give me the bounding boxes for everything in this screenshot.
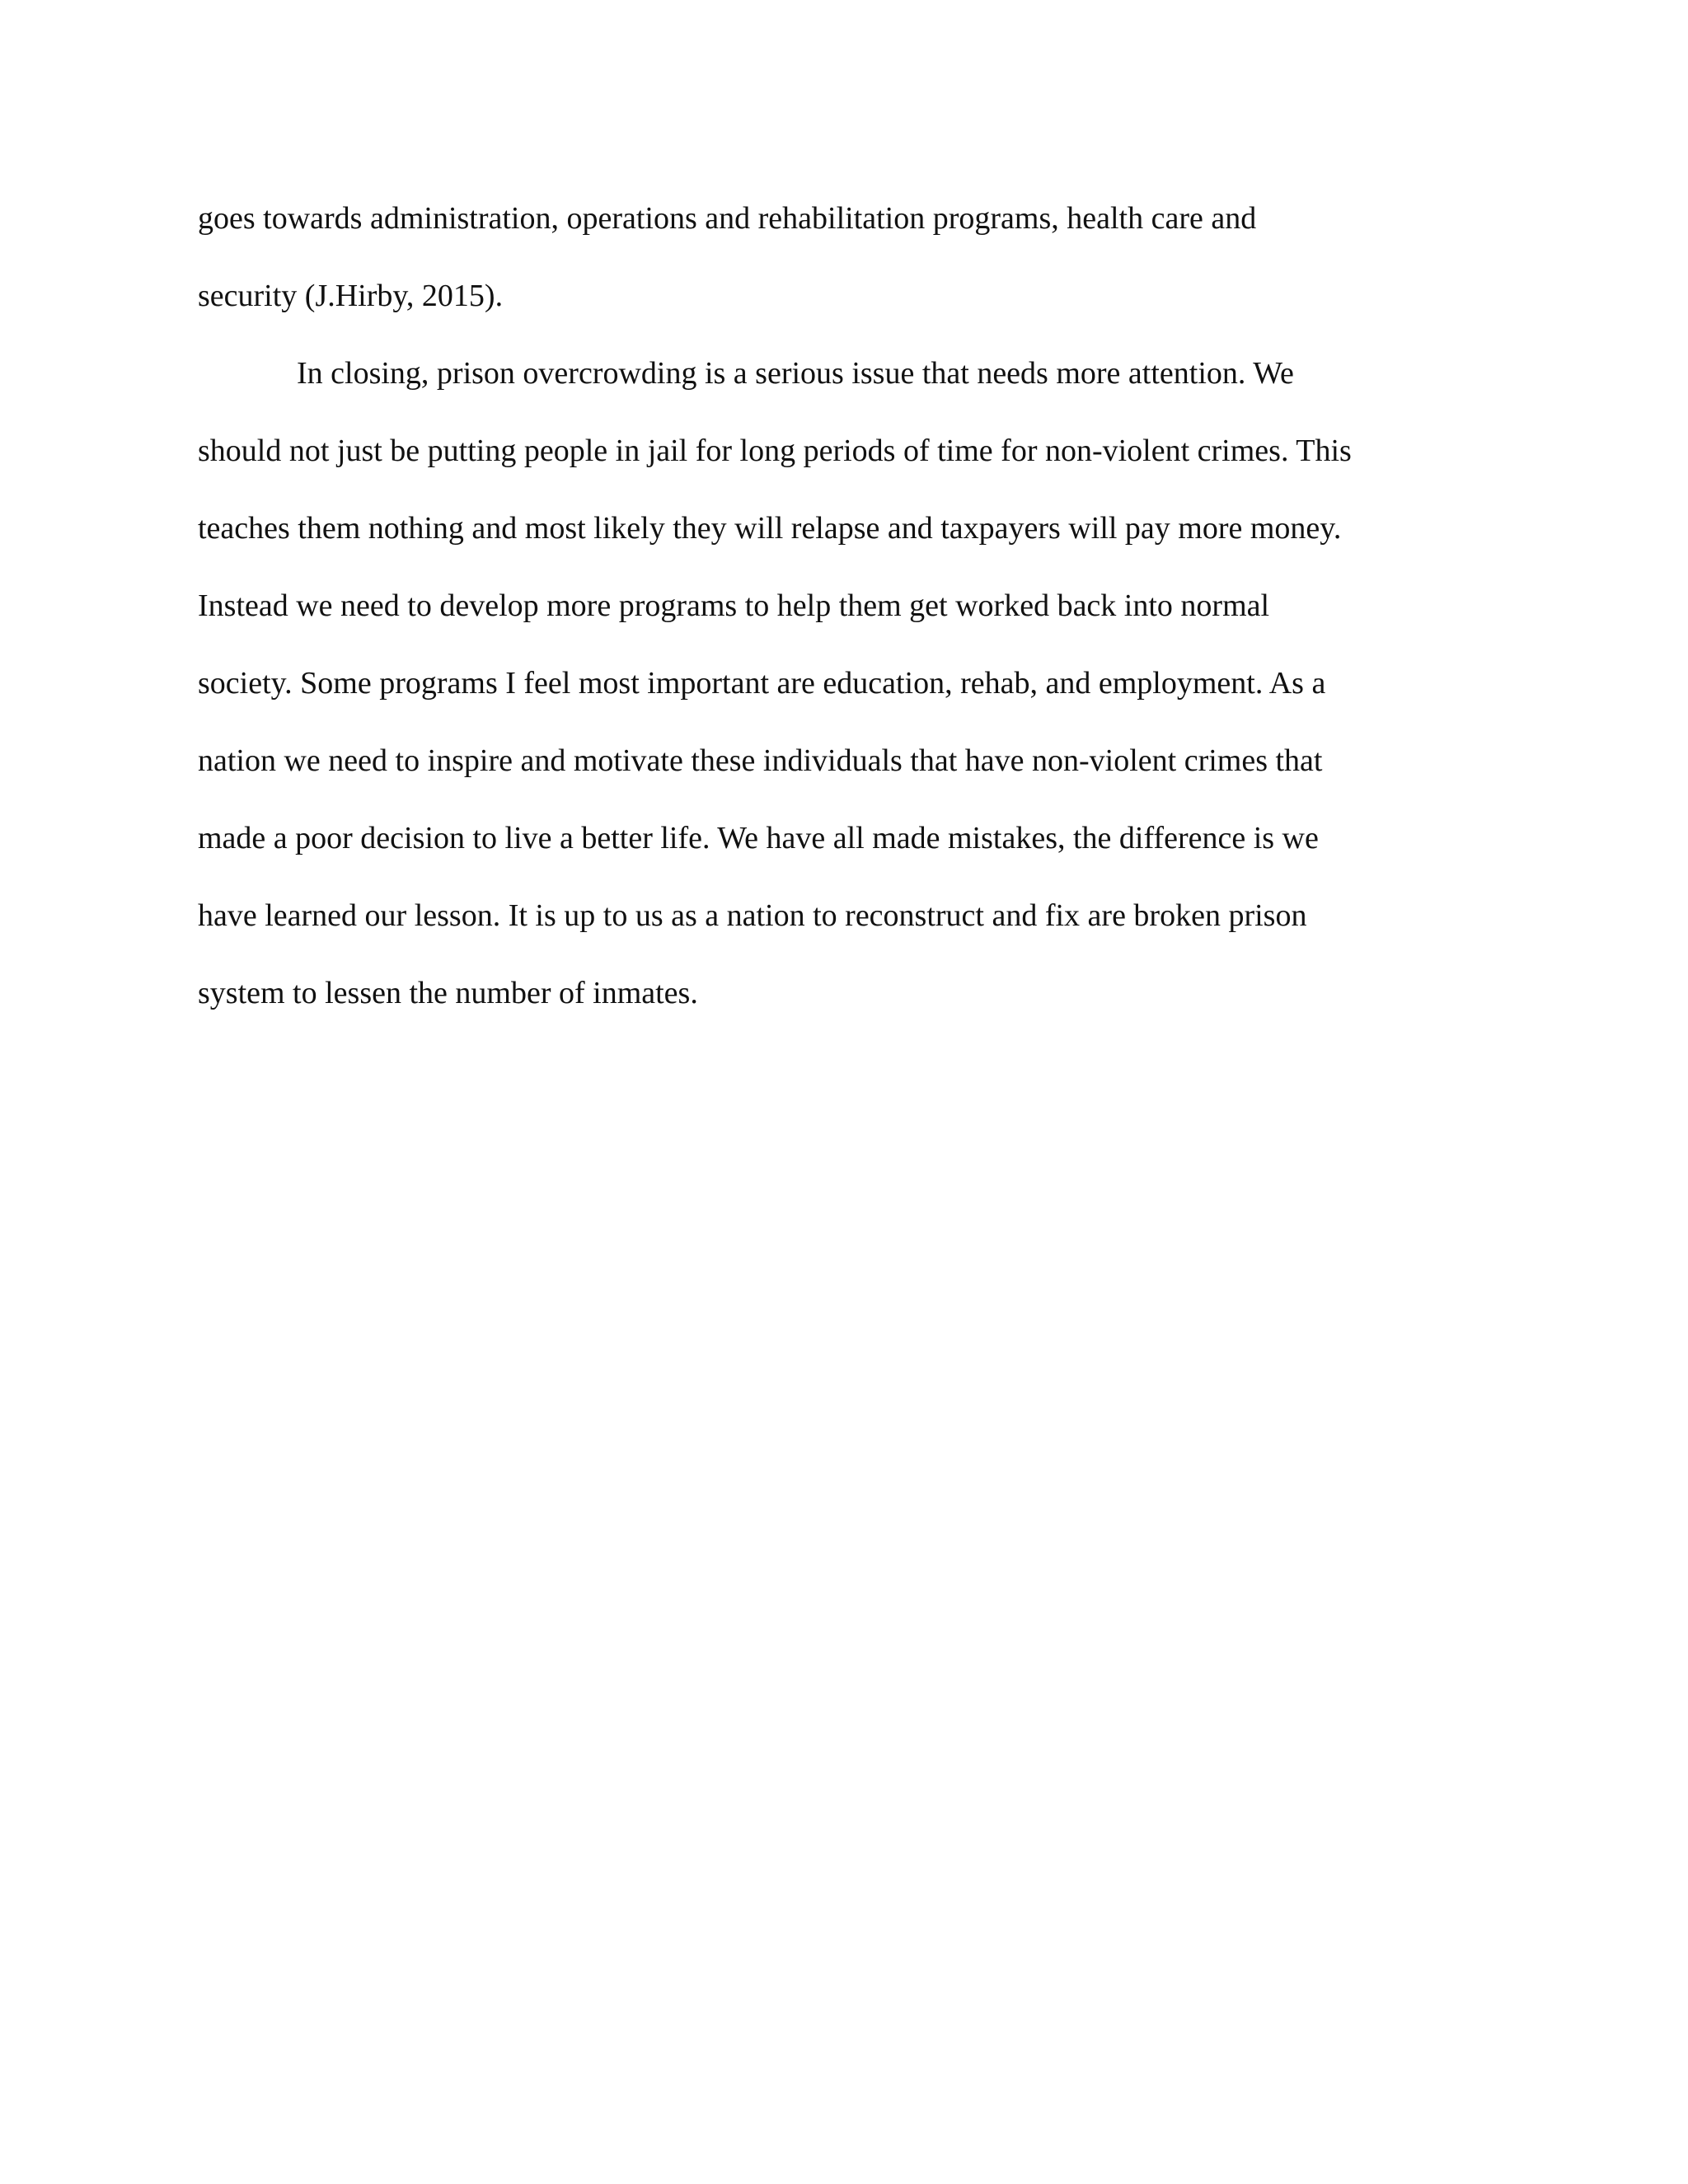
text-line: goes towards administration, operations and rehabilitation programs, health care and (198, 201, 1257, 236)
text-line: made a poor decision to live a better life. We have all made mistakes, the difference is we (198, 821, 1319, 855)
paragraph-first-line: In closing, prison overcrowding is a serious issue that needs more attention. We (297, 356, 1294, 391)
text-line: society. Some programs I feel most important are education, rehab, and employment. As a (198, 666, 1326, 701)
text-line: should not just be putting people in jail for long periods of time for non-violent crimes. This (198, 434, 1352, 468)
text-line: nation we need to inspire and motivate these individuals that have non-violent crimes that (198, 743, 1323, 778)
text-line: Instead we need to develop more programs to help them get worked back into normal (198, 588, 1270, 623)
text-line: have learned our lesson. It is up to us as a nation to reconstruct and fix are broken prison (198, 898, 1307, 933)
text-line: teaches them nothing and most likely they will relapse and taxpayers will pay more money. (198, 511, 1342, 546)
text-line: security (J.Hirby, 2015). (198, 279, 504, 313)
text-line: system to lessen the number of inmates. (198, 976, 698, 1010)
